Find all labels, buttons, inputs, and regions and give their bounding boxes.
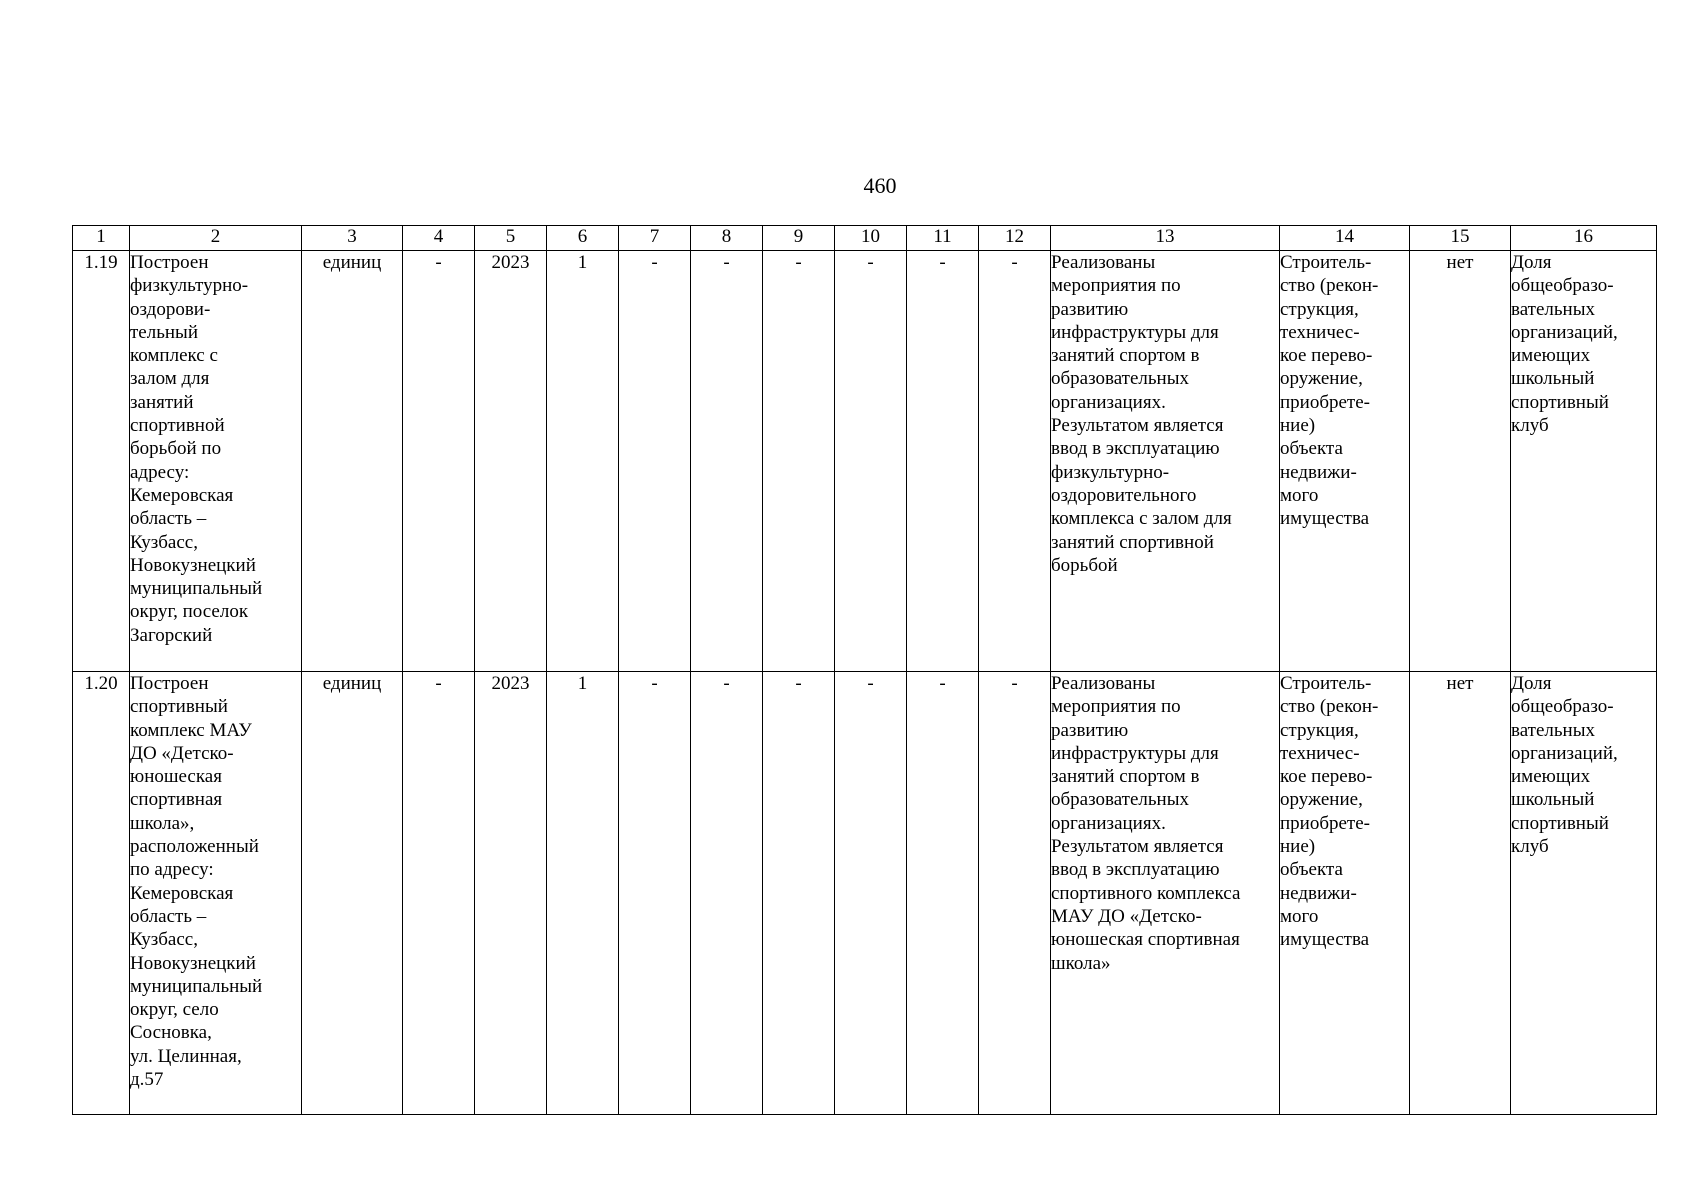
value-cell-10: - [835, 251, 907, 672]
header-cell-12: 12 [979, 226, 1051, 251]
year-cell: 2023 [475, 672, 547, 1115]
row-number: 1.19 [84, 252, 118, 273]
value-cell-7: - [619, 251, 691, 672]
value-cell-7: - [619, 672, 691, 1115]
flag-cell: нет [1410, 251, 1511, 672]
header-cell-7: 7 [619, 226, 691, 251]
header-cell-15: 15 [1410, 226, 1511, 251]
indicator-cell [130, 672, 302, 1115]
value-cell-6: 1 [547, 251, 619, 672]
related-indicator-text: Доля общеобразо- вательных организаций, имеющих школьный спортивный клуб [1511, 252, 1618, 437]
header-cell-2: 2 [130, 226, 302, 251]
type-text: Строитель- ство (рекон- струкция, техничес- кое перево- оружение, приобрете- ние) объекта недвижи- мого имущества [1280, 673, 1379, 951]
header-cell-1: 1 [73, 226, 130, 251]
description-text: Реализованы мероприятия по развитию инфраструктуры для занятий спортом в образовательных организациях. Результатом является ввод в эксплуатацию физкультурно- оздоровительного комплекса с залом для занятий спортивной борьбой [1051, 252, 1232, 576]
description-text: Реализованы мероприятия по развитию инфраструктуры для занятий спортом в образовательных организациях. Результатом является ввод в эксплуатацию спортивного комплекса МАУ ДО «Детско- юношеская спортивная школа» [1051, 673, 1241, 974]
type-cell [1280, 672, 1410, 1115]
value-cell-4: - [403, 672, 475, 1115]
row-number: 1.20 [84, 673, 118, 694]
page-number: 460 [863, 173, 897, 198]
description-cell [1051, 672, 1280, 1115]
header-cell-16: 16 [1511, 226, 1657, 251]
value-cell-8: - [691, 672, 763, 1115]
flag-cell: нет [1410, 672, 1511, 1115]
year-cell: 2023 [475, 251, 547, 672]
value-cell-11: - [907, 251, 979, 672]
header-cell-10: 10 [835, 226, 907, 251]
header-cell-4: 4 [403, 226, 475, 251]
header-cell-13: 13 [1051, 226, 1280, 251]
header-cell-14: 14 [1280, 226, 1410, 251]
value-cell-6: 1 [547, 672, 619, 1115]
value-cell-8: - [691, 251, 763, 672]
table-row [73, 672, 1657, 1115]
unit-text: единиц [322, 252, 382, 273]
related-indicator-cell [1511, 672, 1657, 1115]
type-text: Строитель- ство (рекон- струкция, техничес- кое перево- оружение, приобрете- ние) объекта недвижи- мого имущества [1280, 252, 1379, 530]
value-cell-12: - [979, 672, 1051, 1115]
value-cell-4: - [403, 251, 475, 672]
indicator-text: Построен спортивный комплекс МАУ ДО «Детско- юношеская спортивная школа», расположенный по адресу: Кемеровская область – Кузбасс, Новокузнецкий муниципальный округ, село Сосновка, ул. Целинная, д.57 [130, 673, 263, 1091]
header-cell-8: 8 [691, 226, 763, 251]
header-cell-5: 5 [475, 226, 547, 251]
value-cell-11: - [907, 672, 979, 1115]
value-cell-10: - [835, 672, 907, 1115]
row-number-cell [73, 251, 130, 672]
header-cell-6: 6 [547, 226, 619, 251]
header-cell-9: 9 [763, 226, 835, 251]
value-cell-9: - [763, 251, 835, 672]
header-cell-3: 3 [302, 226, 403, 251]
table-row [73, 251, 1657, 672]
header-cell-11: 11 [907, 226, 979, 251]
row-number-cell [73, 672, 130, 1115]
related-indicator-text: Доля общеобразо- вательных организаций, имеющих школьный спортивный клуб [1511, 673, 1618, 858]
value-cell-12: - [979, 251, 1051, 672]
type-cell [1280, 251, 1410, 672]
indicator-text: Построен физкультурно- оздорови- тельный комплекс с залом для занятий спортивной борьбой по адресу: Кемеровская область – Кузбасс, Новокузнецкий муниципальный округ, поселок Загорский [130, 252, 263, 646]
value-cell-9: - [763, 672, 835, 1115]
results-table [72, 225, 1657, 1115]
description-cell [1051, 251, 1280, 672]
related-indicator-cell [1511, 251, 1657, 672]
unit-cell [302, 251, 403, 672]
table-header-row [73, 226, 1657, 251]
unit-cell [302, 672, 403, 1115]
indicator-cell [130, 251, 302, 672]
unit-text: единиц [322, 673, 382, 694]
